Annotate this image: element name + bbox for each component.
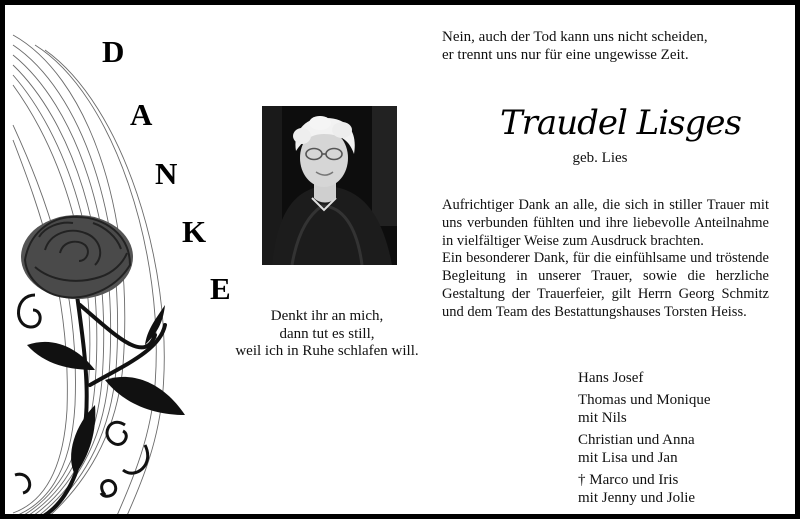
- poem-top-line: Nein, auch der Tod kann uns nicht scheiden,: [442, 29, 708, 45]
- signatory-group: [578, 431, 778, 467]
- danke-letter-e: E: [210, 271, 231, 306]
- portrait-photo: [262, 106, 397, 265]
- signatory-group: [578, 471, 778, 507]
- poem-left-line: dann tut es still,: [279, 325, 375, 342]
- poem-left-line: Denkt ihr an mich,: [270, 308, 384, 324]
- signatory-line: Christian und Anna: [578, 432, 695, 448]
- signatory-line: Hans Josef: [578, 370, 644, 386]
- signatory-line: mit Nils: [578, 410, 627, 426]
- danke-letter-k: K: [182, 214, 207, 249]
- poem-left: [227, 308, 427, 361]
- deceased-name: Traudel Lisges: [500, 103, 741, 143]
- signatory-group: [578, 391, 778, 427]
- thanks-paragraph: Ein besonderer Dank, für die einfühlsame und tröstende Begleitung in unserer Trauer, sowie die herzliche Gestaltung der Trauerfeier, gilt Herrn Georg Schmitz und dem Team des Bestattungshauses Torsten Heiss.: [442, 250, 769, 320]
- thanks-text: [442, 197, 769, 322]
- signatory-line: Thomas und Monique: [578, 392, 711, 408]
- birth-name: geb. Lies: [572, 150, 628, 166]
- signatory-line: † Marco und Iris: [578, 472, 679, 488]
- danke-letter-n: N: [155, 156, 178, 191]
- signatory-group: [578, 369, 778, 387]
- danke-letter-d: D: [102, 34, 125, 69]
- signatory-line: mit Lisa und Jan: [578, 450, 678, 466]
- poem-left-line: weil ich in Ruhe schlafen will.: [235, 343, 419, 359]
- signatories: [578, 369, 778, 511]
- poem-top-line: er trennt uns nur für eine ungewisse Zeit.: [442, 47, 689, 63]
- danke-letter-a: A: [130, 97, 153, 132]
- signatory-line: mit Jenny und Jolie: [578, 490, 696, 506]
- thanks-paragraph: Aufrichtiger Dank an alle, die sich in stiller Trauer mit uns verbunden fühlten und ihre liebevolle Anteilnahme in vielfältiger Weise zum Ausdruck brachten.: [442, 197, 769, 249]
- rose-icon: [5, 5, 265, 519]
- poem-top: [442, 28, 762, 64]
